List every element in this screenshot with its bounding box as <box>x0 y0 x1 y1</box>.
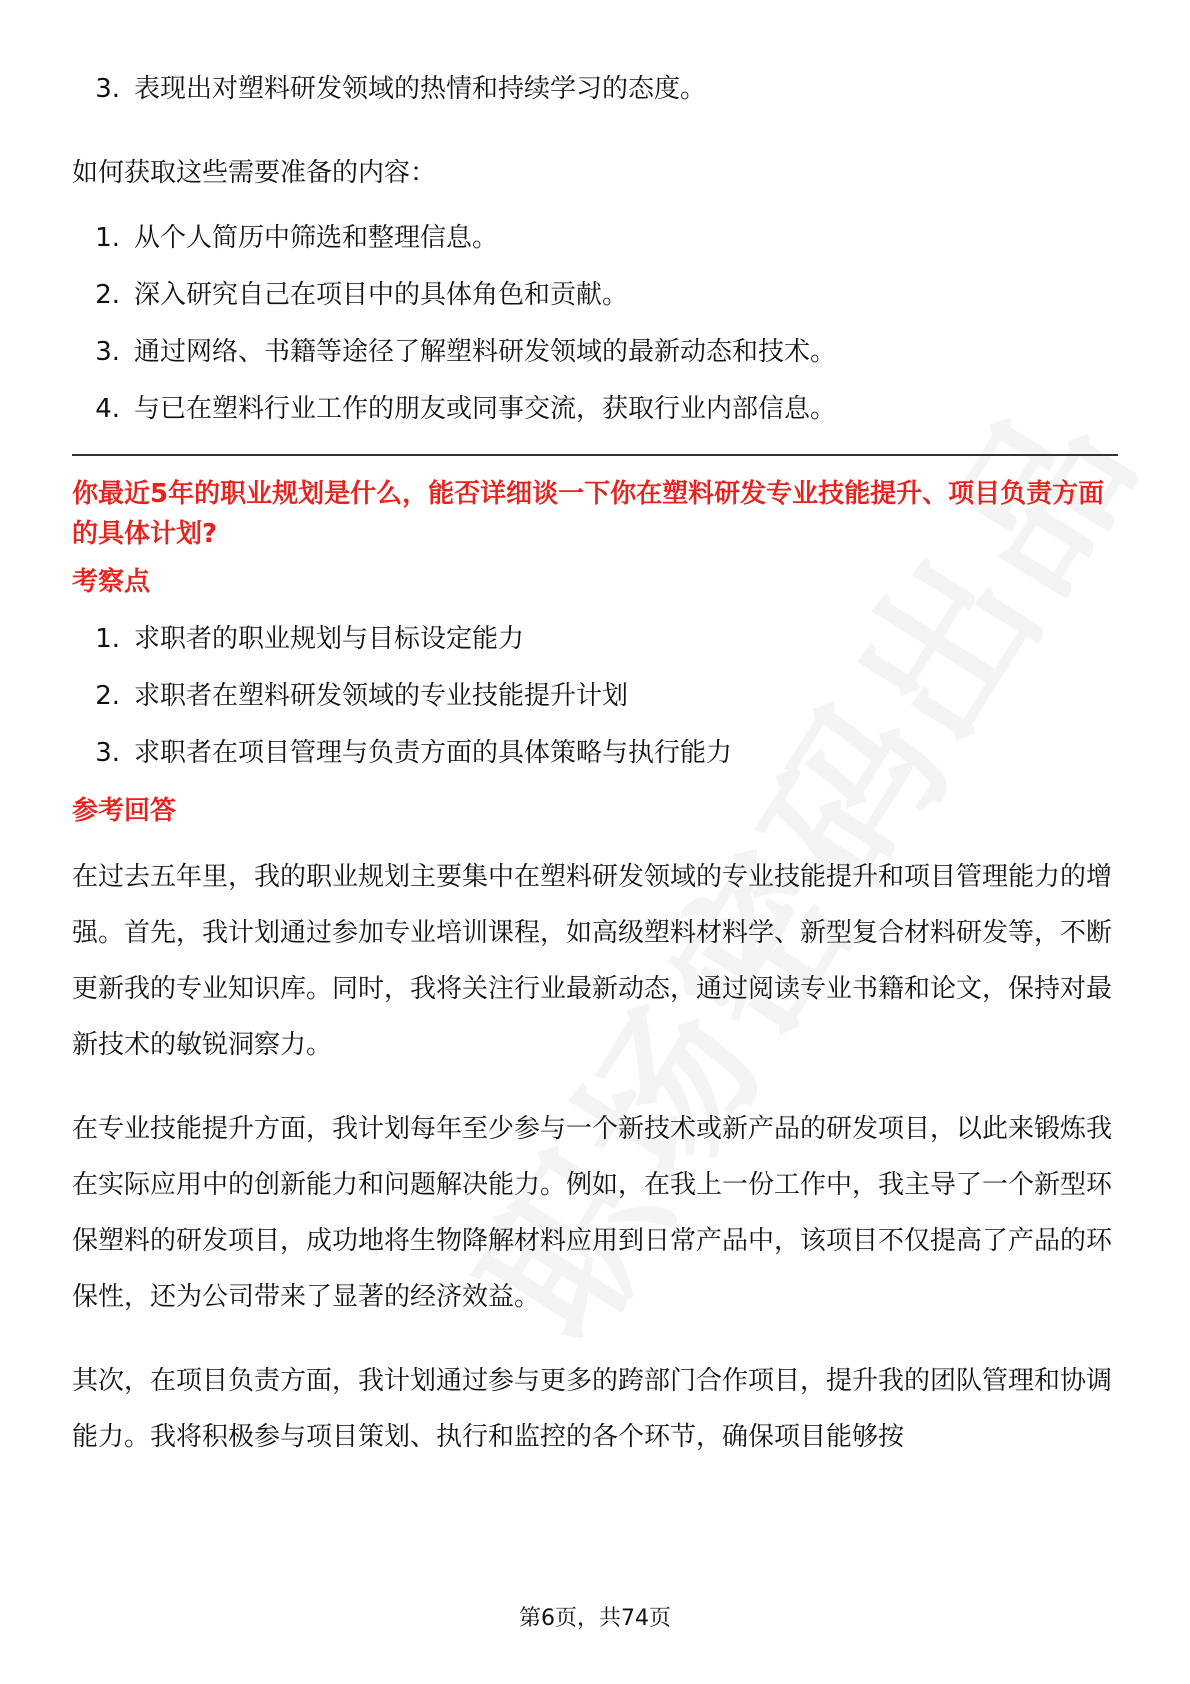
list-item <box>72 620 1118 658</box>
list-item-number: 1. <box>95 223 120 253</box>
answer-paragraph: 在专业技能提升方面，我计划每年至少参与一个新技术或新产品的研发项目，以此来锻炼我在实际应用中的创新能力和问题解决能力。例如，在我上一份工作中，我主导了一个新型环保塑料的研发项目，成功地将生物降解材料应用到日常产品中，该项目不仅提高了产品的环保性，还为公司带来了显著的经济效益。 <box>72 1114 1113 1312</box>
top-list <box>72 70 1118 108</box>
page-number: 第6页，共74页 <box>519 1606 671 1631</box>
list-item-number: 3. <box>95 738 120 768</box>
list-item-text: 与已在塑料行业工作的朋友或同事交流，获取行业内部信息。 <box>134 394 837 424</box>
list-item-number: 4. <box>95 394 120 424</box>
list-item <box>72 734 1118 772</box>
list-item <box>72 333 1118 371</box>
section-divider <box>72 454 1118 456</box>
answer-paragraph: 在过去五年里，我的职业规划主要集中在塑料研发领域的专业技能提升和项目管理能力的增强。首先，我计划通过参加专业培训课程，如高级塑料材料学、新型复合材料研发等，不断更新我的专业知识库。同时，我将关注行业最新动态，通过阅读专业书籍和论文，保持对最新技术的敏锐洞察力。 <box>72 862 1113 1060</box>
focus-heading: 考察点 <box>72 567 151 597</box>
page-content <box>72 70 1118 1465</box>
list-item-number: 1. <box>95 624 120 654</box>
answer-heading: 参考回答 <box>72 796 177 826</box>
prepare-list <box>72 219 1118 428</box>
list-item <box>72 219 1118 257</box>
question-title: 你最近5年的职业规划是什么，能否详细谈一下你在塑料研发专业技能提升、项目负责方面的具体计划? <box>72 479 1105 549</box>
list-item-number: 2. <box>95 681 120 711</box>
list-item-text: 求职者在塑料研发领域的专业技能提升计划 <box>134 681 629 711</box>
list-item-number: 2. <box>95 280 120 310</box>
list-item <box>72 390 1118 428</box>
list-item-number: 3. <box>95 74 120 104</box>
focus-list <box>72 620 1118 772</box>
list-item-number: 3. <box>95 337 120 367</box>
list-item-text: 通过网络、书籍等途径了解塑料研发领域的最新动态和技术。 <box>134 337 837 367</box>
prepare-intro: 如何获取这些需要准备的内容： <box>72 158 437 188</box>
answer-paragraph: 其次，在项目负责方面，我计划通过参与更多的跨部门合作项目，提升我的团队管理和协调能力。我将积极参与项目策划、执行和监控的各个环节，确保项目能够按 <box>72 1366 1113 1452</box>
list-item-text: 从个人简历中筛选和整理信息。 <box>134 223 499 253</box>
list-item <box>72 276 1118 314</box>
list-item <box>72 70 1118 108</box>
list-item-text: 深入研究自己在项目中的具体角色和贡献。 <box>134 280 629 310</box>
list-item-text: 求职者在项目管理与负责方面的具体策略与执行能力 <box>134 738 733 768</box>
list-item <box>72 677 1118 715</box>
list-item-text: 表现出对塑料研发领域的热情和持续学习的态度。 <box>134 74 707 104</box>
list-item-text: 求职者的职业规划与目标设定能力 <box>134 624 525 654</box>
